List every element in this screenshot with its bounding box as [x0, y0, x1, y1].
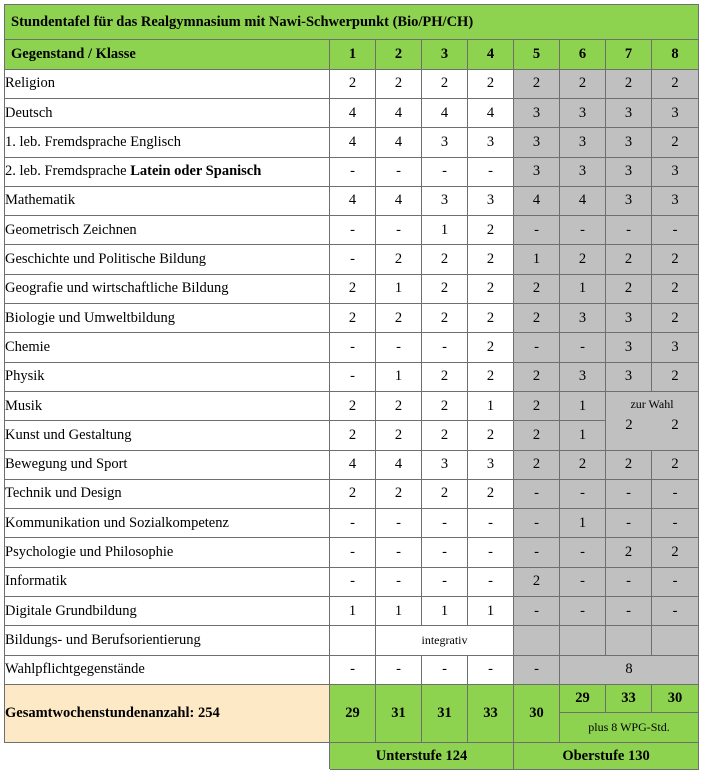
hours-cell: 3	[560, 98, 606, 127]
total-cell: 29	[330, 684, 376, 743]
hours-cell: 2	[422, 245, 468, 274]
hours-cell: 2	[330, 274, 376, 303]
hours-cell: 3	[514, 98, 560, 127]
hours-cell: 2	[652, 128, 699, 157]
hours-cell: -	[514, 597, 560, 626]
total-cell: 33	[468, 684, 514, 743]
hours-cell: 2	[468, 304, 514, 333]
stundentafel-table	[4, 4, 699, 770]
hours-cell: -	[652, 597, 699, 626]
hours-cell: 3	[468, 450, 514, 479]
integrativ-note: integrativ	[376, 626, 514, 655]
hours-cell: 3	[606, 157, 652, 186]
table-title: Stundentafel für das Realgymnasium mit Nawi-Schwerpunkt (Bio/PH/CH)	[5, 5, 699, 40]
hours-cell: 2	[606, 450, 652, 479]
hours-cell: 2	[422, 69, 468, 98]
hours-cell: 2	[376, 304, 422, 333]
hours-cell: -	[468, 655, 514, 684]
hours-cell: 3	[468, 128, 514, 157]
hours-cell: 1	[422, 216, 468, 245]
table-row	[5, 362, 699, 391]
hours-cell: 2	[422, 479, 468, 508]
table-row	[5, 538, 699, 567]
hours-cell: -	[560, 597, 606, 626]
hours-cell: 3	[514, 128, 560, 157]
table-row	[5, 597, 699, 626]
hours-cell: 3	[652, 333, 699, 362]
hours-cell: 3	[468, 186, 514, 215]
hours-cell: 3	[560, 157, 606, 186]
hours-cell: -	[422, 509, 468, 538]
hours-cell: 2	[514, 362, 560, 391]
table-row	[5, 655, 699, 684]
subject-name: Deutsch	[5, 98, 330, 127]
hours-cell: 3	[606, 362, 652, 391]
hours-cell: 3	[606, 128, 652, 157]
hours-cell: 2	[330, 69, 376, 98]
subject-name: Religion	[5, 69, 330, 98]
class-header: 5	[514, 40, 560, 69]
hours-cell: 3	[560, 362, 606, 391]
table-row	[5, 274, 699, 303]
table-row	[5, 333, 699, 362]
hours-cell: 2	[468, 274, 514, 303]
hours-cell: 2	[652, 450, 699, 479]
hours-cell: 2	[330, 304, 376, 333]
hours-cell: 3	[652, 98, 699, 127]
total-cell: 31	[422, 684, 468, 743]
hours-cell: 2	[376, 69, 422, 98]
hours-cell: 1	[514, 245, 560, 274]
hours-cell: -	[468, 509, 514, 538]
hours-cell: 2	[514, 69, 560, 98]
hours-cell: 3	[422, 450, 468, 479]
hours-cell: 2	[422, 421, 468, 450]
subject-name: Physik	[5, 362, 330, 391]
table-row	[5, 216, 699, 245]
table-row	[5, 98, 699, 127]
hours-cell: 2	[652, 274, 699, 303]
subject-name	[5, 157, 330, 186]
hours-cell: 2	[376, 245, 422, 274]
table-row	[5, 391, 699, 420]
hours-cell: -	[652, 216, 699, 245]
hours-cell: -	[560, 567, 606, 596]
empty-cell	[606, 626, 652, 655]
hours-cell: 1	[376, 362, 422, 391]
hours-cell: 1	[376, 274, 422, 303]
header-row	[5, 40, 699, 69]
hours-cell: 2	[330, 479, 376, 508]
hours-cell: 2	[422, 391, 468, 420]
hours-cell: -	[652, 479, 699, 508]
hours-cell: 1	[560, 274, 606, 303]
hours-cell: -	[514, 479, 560, 508]
hours-cell: 2	[468, 69, 514, 98]
zur-wahl-label: zur Wahl	[630, 396, 674, 411]
subject-name: Biologie und Umweltbildung	[5, 304, 330, 333]
hours-cell: 3	[606, 98, 652, 127]
hours-cell: -	[376, 509, 422, 538]
hours-cell: -	[606, 216, 652, 245]
subject-name: Chemie	[5, 333, 330, 362]
hours-cell: 2	[422, 362, 468, 391]
hours-cell: 4	[330, 98, 376, 127]
hours-cell: 2	[514, 304, 560, 333]
hours-cell: 4	[376, 98, 422, 127]
class-header: 3	[422, 40, 468, 69]
hours-cell: 2	[560, 69, 606, 98]
subject-name: Geografie und wirtschaftliche Bildung	[5, 274, 330, 303]
hours-cell: -	[330, 567, 376, 596]
hours-cell: -	[330, 157, 376, 186]
hours-cell: 1	[376, 597, 422, 626]
table-row	[5, 186, 699, 215]
hours-cell: 2	[514, 567, 560, 596]
hours-cell: 4	[560, 186, 606, 215]
hours-cell: 2	[514, 421, 560, 450]
total-cell: 31	[376, 684, 422, 743]
table-row	[5, 304, 699, 333]
hours-cell: -	[422, 655, 468, 684]
hours-cell: 2	[652, 69, 699, 98]
zur-wahl-value: 2	[671, 416, 679, 433]
subject-name: Kommunikation und Sozialkompetenz	[5, 509, 330, 538]
table-row	[5, 157, 699, 186]
hours-cell: 2	[376, 421, 422, 450]
hours-cell: -	[514, 538, 560, 567]
subject-name: Musik	[5, 391, 330, 420]
hours-cell: 2	[606, 245, 652, 274]
table-row	[5, 509, 699, 538]
stufen-row	[5, 743, 699, 770]
hours-cell: 4	[468, 98, 514, 127]
hours-cell: -	[652, 509, 699, 538]
subject-name: Bewegung und Sport	[5, 450, 330, 479]
class-header: 4	[468, 40, 514, 69]
hours-cell: -	[422, 538, 468, 567]
hours-cell: 2	[514, 450, 560, 479]
total-cell: 33	[606, 684, 652, 712]
wpg-note: plus 8 WPG-Std.	[560, 713, 699, 743]
hours-cell: -	[376, 216, 422, 245]
subject-name: Kunst und Gestaltung	[5, 421, 330, 450]
hours-cell: 1	[330, 597, 376, 626]
hours-cell: 4	[514, 186, 560, 215]
hours-cell: -	[330, 333, 376, 362]
hours-cell: 1	[468, 391, 514, 420]
totals-row	[5, 684, 699, 712]
empty-cell	[330, 626, 376, 655]
table-row	[5, 245, 699, 274]
hours-cell: 3	[560, 304, 606, 333]
hours-cell: 4	[330, 128, 376, 157]
zur-wahl-value: 2	[625, 416, 633, 433]
total-cell: 29	[560, 684, 606, 712]
hours-cell: 4	[422, 98, 468, 127]
hours-cell: 1	[560, 509, 606, 538]
hours-cell: -	[376, 567, 422, 596]
subject-name: 1. leb. Fremdsprache Englisch	[5, 128, 330, 157]
subject-name-emphasis: Latein oder Spanisch	[130, 163, 262, 180]
hours-cell: 2	[606, 69, 652, 98]
hours-cell: -	[330, 245, 376, 274]
hours-cell: 2	[560, 245, 606, 274]
hours-cell: 4	[376, 450, 422, 479]
subject-name: Technik und Design	[5, 479, 330, 508]
total-cell: 30	[514, 684, 560, 743]
hours-cell: -	[376, 333, 422, 362]
wahlpflicht-oberstufe-total: 8	[560, 655, 699, 684]
hours-cell: 1	[560, 421, 606, 450]
hours-cell: 3	[560, 128, 606, 157]
hours-cell: 4	[330, 450, 376, 479]
hours-cell: -	[422, 333, 468, 362]
hours-cell: 3	[422, 128, 468, 157]
hours-cell: -	[606, 509, 652, 538]
hours-cell: -	[468, 567, 514, 596]
hours-cell: -	[560, 479, 606, 508]
hours-cell: 3	[606, 186, 652, 215]
hours-cell: 2	[422, 304, 468, 333]
table-row	[5, 69, 699, 98]
hours-cell: -	[560, 216, 606, 245]
hours-cell: -	[468, 157, 514, 186]
hours-cell: 2	[468, 479, 514, 508]
hours-cell: 3	[606, 304, 652, 333]
hours-cell: 2	[514, 274, 560, 303]
hours-cell: 2	[514, 391, 560, 420]
hours-cell: 4	[376, 186, 422, 215]
hours-cell: 2	[652, 245, 699, 274]
empty-cell	[652, 626, 699, 655]
unterstufe-total: Unterstufe 124	[330, 743, 514, 770]
subject-header: Gegenstand / Klasse	[5, 40, 330, 69]
subject-name: Digitale Grundbildung	[5, 597, 330, 626]
hours-cell: -	[606, 597, 652, 626]
hours-cell: -	[376, 538, 422, 567]
subject-name: Wahlpflichtgegenstände	[5, 655, 330, 684]
subject-name: Psychologie und Philosophie	[5, 538, 330, 567]
hours-cell: 3	[652, 186, 699, 215]
hours-cell: -	[376, 157, 422, 186]
class-header: 6	[560, 40, 606, 69]
subject-name: Geschichte und Politische Bildung	[5, 245, 330, 274]
hours-cell: 2	[376, 479, 422, 508]
hours-cell: -	[560, 333, 606, 362]
hours-cell: -	[514, 216, 560, 245]
hours-cell: 2	[422, 274, 468, 303]
hours-cell: -	[330, 362, 376, 391]
hours-cell: -	[330, 538, 376, 567]
empty-cell	[514, 626, 560, 655]
hours-cell: -	[514, 655, 560, 684]
table-row	[5, 128, 699, 157]
hours-cell: 2	[468, 333, 514, 362]
hours-cell: 3	[606, 333, 652, 362]
hours-cell: -	[606, 479, 652, 508]
empty-cell	[5, 743, 330, 770]
hours-cell: 2	[468, 362, 514, 391]
hours-cell: 2	[652, 362, 699, 391]
empty-cell	[560, 626, 606, 655]
zur-wahl-values	[606, 417, 698, 434]
hours-cell: 2	[468, 245, 514, 274]
hours-cell: -	[376, 655, 422, 684]
hours-cell: 2	[330, 391, 376, 420]
class-header: 2	[376, 40, 422, 69]
table-row	[5, 450, 699, 479]
oberstufe-total: Oberstufe 130	[514, 743, 699, 770]
hours-cell: 1	[468, 597, 514, 626]
hours-cell: -	[652, 567, 699, 596]
table-row	[5, 479, 699, 508]
zur-wahl-cell	[606, 391, 699, 450]
hours-cell: 3	[514, 157, 560, 186]
hours-cell: 2	[560, 450, 606, 479]
hours-cell: -	[514, 509, 560, 538]
hours-cell: 2	[468, 216, 514, 245]
subject-name: Geometrisch Zeichnen	[5, 216, 330, 245]
hours-cell: 3	[422, 186, 468, 215]
subject-name: Mathematik	[5, 186, 330, 215]
hours-cell: 2	[606, 274, 652, 303]
hours-cell: -	[422, 157, 468, 186]
hours-cell: -	[606, 567, 652, 596]
hours-cell: -	[514, 333, 560, 362]
table-row	[5, 626, 699, 655]
hours-cell: -	[422, 567, 468, 596]
hours-cell: 2	[376, 391, 422, 420]
class-header: 7	[606, 40, 652, 69]
hours-cell: -	[330, 509, 376, 538]
hours-cell: -	[560, 538, 606, 567]
total-label: Gesamtwochenstundenanzahl: 254	[5, 684, 330, 743]
hours-cell: 3	[652, 157, 699, 186]
hours-cell: -	[330, 655, 376, 684]
hours-cell: 1	[560, 391, 606, 420]
hours-cell: 2	[652, 304, 699, 333]
hours-cell: 4	[330, 186, 376, 215]
hours-cell: 1	[422, 597, 468, 626]
hours-cell: -	[330, 216, 376, 245]
subject-name: Informatik	[5, 567, 330, 596]
subject-name: Bildungs- und Berufsorientierung	[5, 626, 330, 655]
hours-cell: 2	[606, 538, 652, 567]
hours-cell: 2	[652, 538, 699, 567]
hours-cell: 4	[376, 128, 422, 157]
hours-cell: 2	[330, 421, 376, 450]
hours-cell: 2	[468, 421, 514, 450]
hours-cell: -	[468, 538, 514, 567]
table-row	[5, 567, 699, 596]
class-header: 8	[652, 40, 699, 69]
table-row	[5, 421, 699, 450]
total-cell: 30	[652, 684, 699, 712]
subject-name-prefix: 2. leb. Fremdsprache	[5, 163, 131, 180]
class-header: 1	[330, 40, 376, 69]
